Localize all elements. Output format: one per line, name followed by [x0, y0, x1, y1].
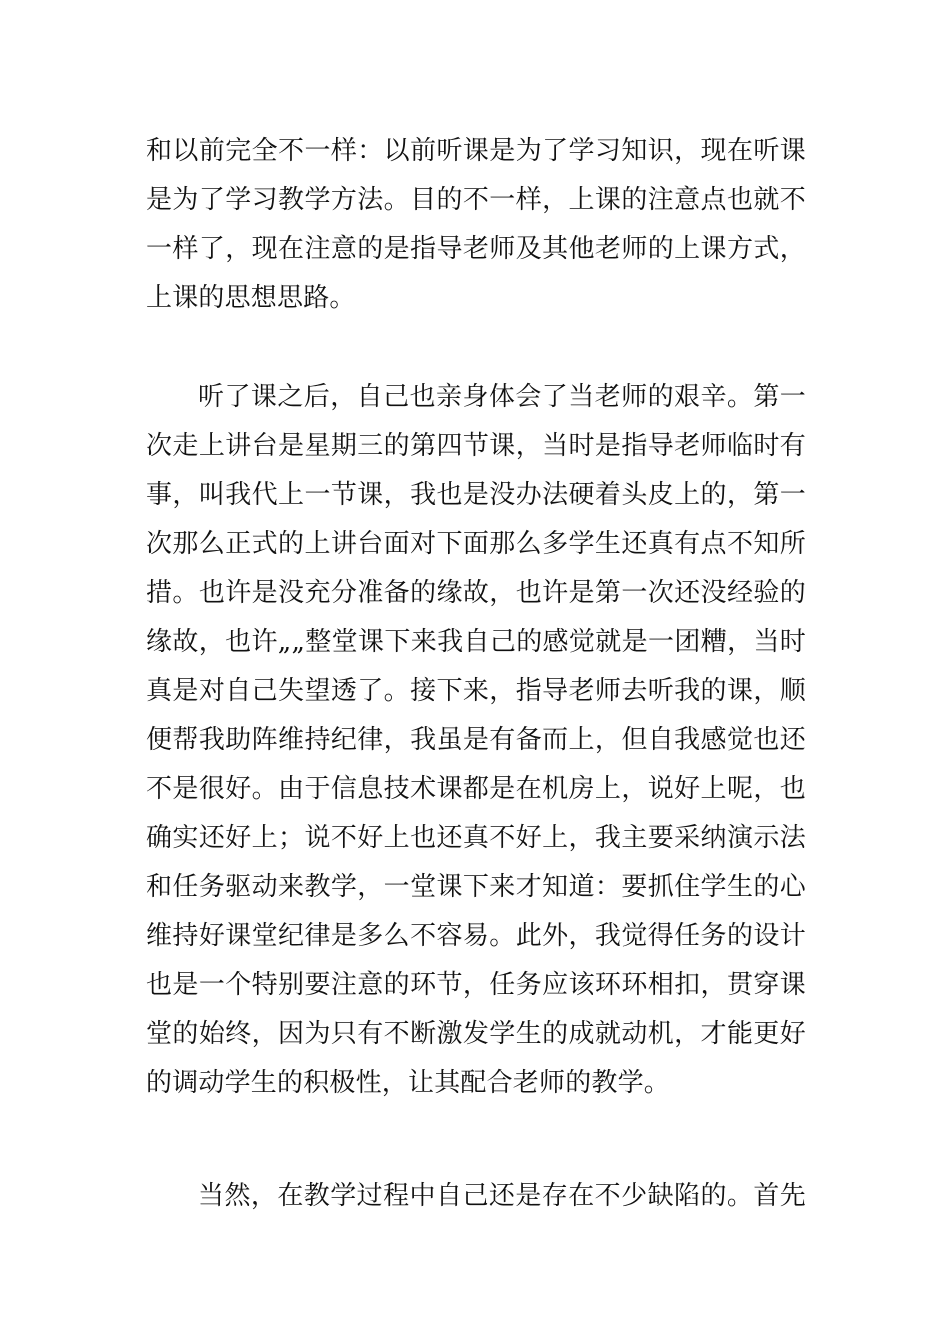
paragraph-line: 和以前完全不一样：以前听课是为了学习知识，现在听课	[146, 136, 806, 166]
paragraph-line: 确实还好上；说不好上也还真不好上，我主要采纳演示法	[146, 823, 806, 853]
paragraph-line: 堂的始终，因为只有不断激发学生的成就动机，才能更好	[146, 1019, 806, 1049]
paragraph-line: 听了课之后，自己也亲身体会了当老师的艰辛。第一	[198, 382, 806, 412]
paragraph-line: 事，叫我代上一节课，我也是没办法硬着头皮上的，第一	[146, 480, 806, 510]
paragraph-line: 和任务驱动来教学，一堂课下来才知道：要抓住学生的心	[146, 872, 806, 902]
paragraph-line: 维持好课堂纪律是多么不容易。此外，我觉得任务的设计	[146, 921, 806, 951]
paragraph-line: 措。也许是没充分准备的缘故，也许是第一次还没经验的	[146, 578, 806, 608]
paragraph-line: 真是对自己失望透了。接下来，指导老师去听我的课，顺	[146, 676, 806, 706]
paragraph-line: 缘故，也许„„整堂课下来我自己的感觉就是一团糟，当时	[146, 627, 806, 657]
paragraph-line: 便帮我助阵维持纪律，我虽是有备而上，但自我感觉也还	[146, 725, 806, 755]
paragraph-line: 当然，在教学过程中自己还是存在不少缺陷的。首先	[198, 1181, 806, 1211]
paragraph-line: 次走上讲台是星期三的第四节课，当时是指导老师临时有	[146, 431, 806, 461]
paragraph-3	[146, 1172, 806, 1221]
paragraph-line: 也是一个特别要注意的环节，任务应该环环相扣，贯穿课	[146, 970, 806, 1000]
paragraph-line: 是为了学习教学方法。目的不一样，上课的注意点也就不	[146, 185, 806, 215]
paragraph-line: 次那么正式的上讲台面对下面那么多学生还真有点不知所	[146, 529, 806, 559]
paragraph-line: 一样了，现在注意的是指导老师及其他老师的上课方式，	[146, 234, 806, 264]
paragraph-line: 的调动学生的积极性，让其配合老师的教学。	[146, 1068, 671, 1098]
paragraph-2	[146, 373, 806, 1108]
paragraph-line: 不是很好。由于信息技术课都是在机房上，说好上呢，也	[146, 774, 806, 804]
paragraph-line: 上课的思想思路。	[146, 283, 356, 313]
paragraph-1	[146, 127, 806, 323]
